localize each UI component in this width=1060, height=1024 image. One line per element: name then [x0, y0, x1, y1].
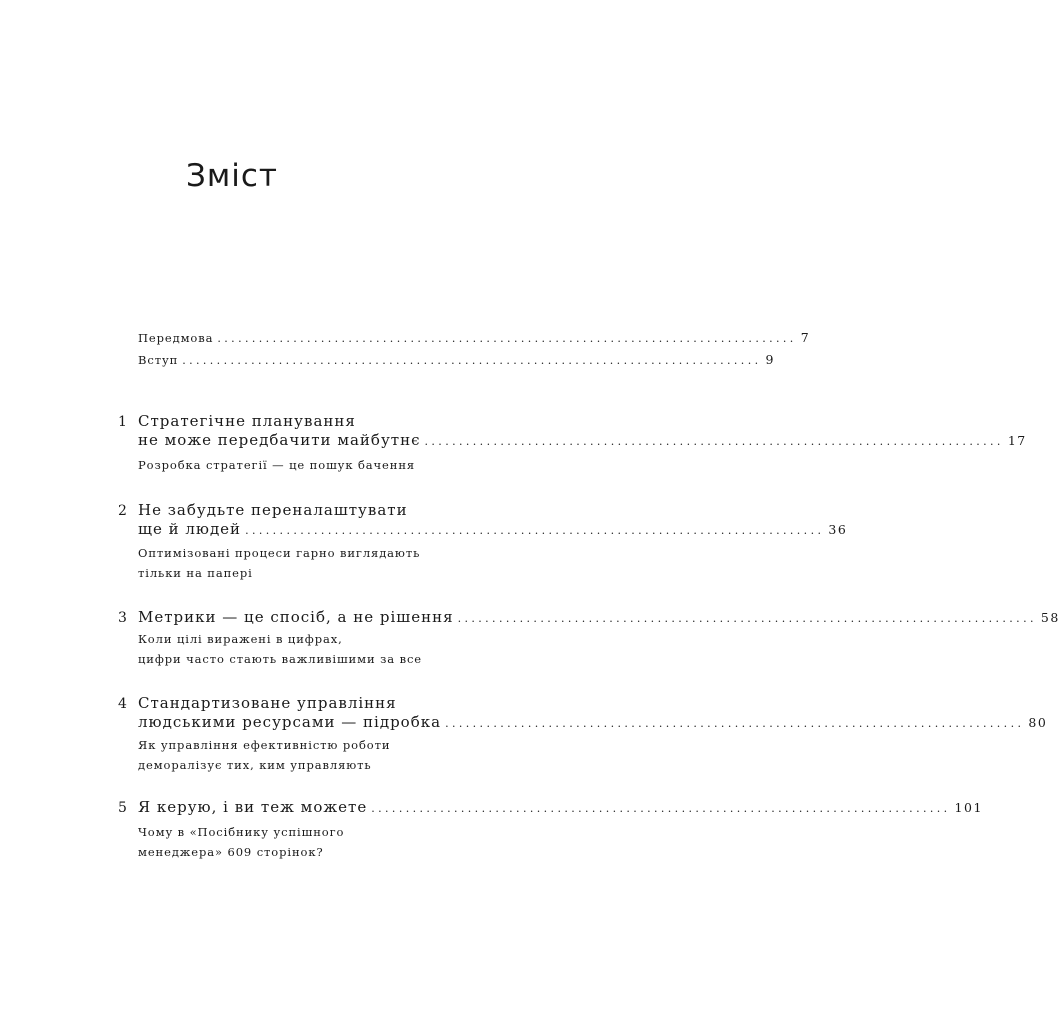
- toc-page-number: 36: [828, 522, 848, 537]
- toc-entry-label: Передмова: [138, 331, 214, 345]
- chapter-title-line: ще й людей: [138, 520, 242, 538]
- chapter-number: 3: [118, 610, 127, 626]
- toc-entry-chapter-1[interactable]: [138, 431, 1027, 449]
- toc-entry-chapter-5[interactable]: [138, 798, 983, 816]
- chapter-subtitle: тільки на папері: [138, 566, 253, 580]
- toc-page-number: 58: [1040, 610, 1060, 625]
- chapter-subtitle: Розробка стратегії — це пошук бачення: [138, 458, 416, 472]
- toc-entry-chapter-4[interactable]: [138, 713, 1048, 731]
- dot-leader: ....................................................................................: [371, 802, 951, 815]
- toc-page-number: 17: [1007, 433, 1027, 448]
- toc-page-number: 9: [765, 352, 775, 367]
- chapter-number: 4: [118, 696, 127, 712]
- chapter-title-line[interactable]: Не забудьте переналаштувати: [138, 501, 408, 519]
- toc-page-number: 80: [1028, 715, 1048, 730]
- chapter-number: 2: [118, 503, 127, 519]
- chapter-title-line[interactable]: Стратегічне планування: [138, 412, 356, 430]
- chapter-subtitle: менеджера» 609 сторінок?: [138, 845, 324, 859]
- toc-page-number: 101: [954, 800, 983, 815]
- chapter-title-line: Я керую, і ви теж можете: [138, 798, 368, 816]
- dot-leader: ....................................................................................: [457, 612, 1037, 625]
- dot-leader: ....................................................................................: [445, 717, 1025, 730]
- chapter-subtitle: Коли цілі виражені в цифрах,: [138, 632, 343, 646]
- toc-entry-label: Вступ: [138, 353, 179, 367]
- toc-entry-chapter-3[interactable]: [138, 608, 1060, 626]
- chapter-subtitle: Чому в «Посібнику успішного: [138, 825, 345, 839]
- chapter-subtitle: Як управління ефективністю роботи: [138, 738, 391, 752]
- dot-leader: ....................................................................................: [424, 435, 1004, 448]
- chapter-number: 1: [118, 414, 127, 430]
- dot-leader: ....................................................................................: [217, 332, 797, 345]
- chapter-title-line: Метрики — це спосіб, а не рішення: [138, 608, 454, 626]
- dot-leader: ....................................................................................: [245, 524, 825, 537]
- chapter-subtitle: цифри часто стають важливішими за все: [138, 652, 422, 666]
- chapter-subtitle: Оптимізовані процеси гарно виглядають: [138, 546, 421, 560]
- toc-entry-foreword[interactable]: [138, 330, 811, 345]
- chapter-title-line[interactable]: Стандартизоване управління: [138, 694, 397, 712]
- chapter-title-line: людськими ресурсами — підробка: [138, 713, 442, 731]
- toc-entry-introduction[interactable]: [138, 352, 775, 367]
- toc-entry-chapter-2[interactable]: [138, 520, 848, 538]
- chapter-title-line: не може передбачити майбутнє: [138, 431, 421, 449]
- page-title: Зміст: [186, 158, 278, 194]
- toc-page-number: 7: [800, 330, 811, 345]
- dot-leader: ....................................................................................: [182, 354, 762, 367]
- chapter-number: 5: [118, 800, 127, 816]
- chapter-subtitle: деморалізує тих, ким управляють: [138, 758, 372, 772]
